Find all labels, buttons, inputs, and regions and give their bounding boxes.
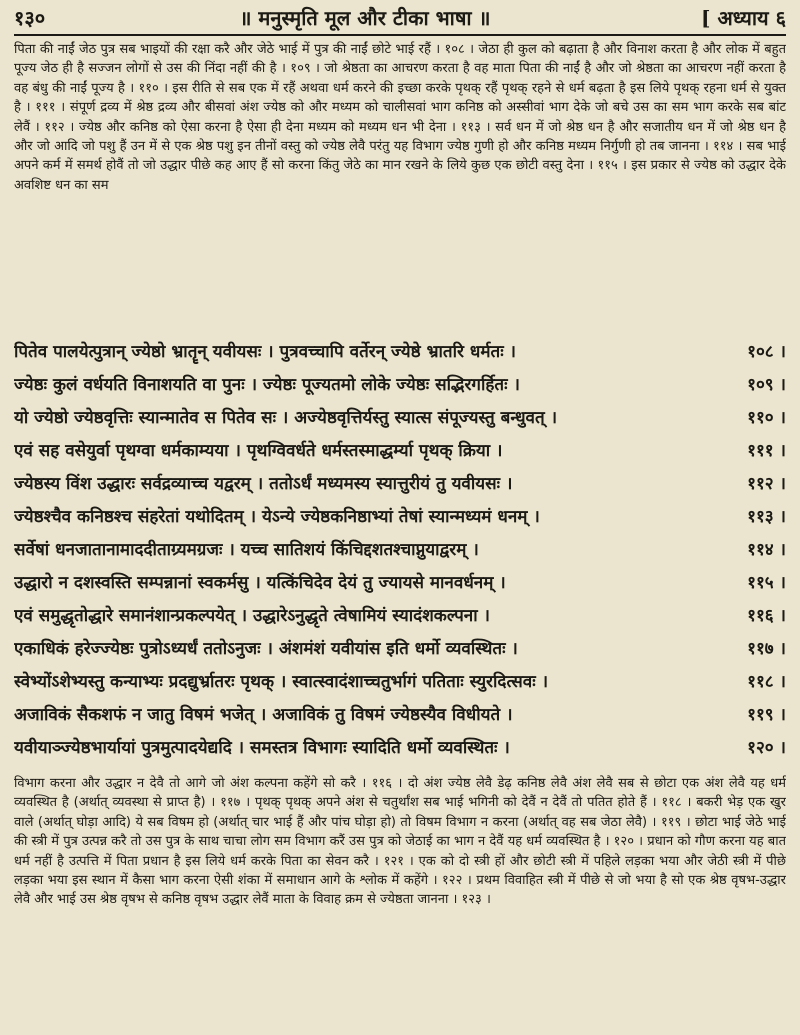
verse-line bbox=[14, 369, 786, 402]
verse-text: ज्येष्ठः कुलं वर्धयति विनाशयति वा पुनः । ज्येष्ठः पूज्यतमो लोके ज्येष्ठः सद्भिरगर्हितः । bbox=[14, 375, 520, 395]
verse-line bbox=[14, 435, 786, 468]
verse-text: उद्धारो न दशस्वस्ति सम्पन्नानां स्वकर्मसु । यत्किंचिदेव देयं तु ज्यायसे मानवर्धनम् । bbox=[14, 573, 506, 593]
verse-line bbox=[14, 336, 786, 369]
verse-number: ११८ । bbox=[747, 672, 786, 692]
verse-line bbox=[14, 666, 786, 699]
page-number: १३० bbox=[14, 6, 46, 30]
verse-number: १२० । bbox=[747, 738, 786, 758]
verse-text: यवीयाञ्ज्येष्ठभार्यायां पुत्रमुत्पादयेद्यदि । समस्तत्र विभागः स्यादिति धर्मो व्यवस्थितः । bbox=[14, 738, 510, 758]
verse-line bbox=[14, 501, 786, 534]
verse-number: ११४ । bbox=[747, 540, 786, 560]
verse-number: ११२ । bbox=[747, 474, 786, 494]
verse-text: ज्येष्ठस्य विंश उद्धारः सर्वद्रव्याच्च यद्वरम् । ततोऽर्धं मध्यमस्य स्यात्तुरीयं तु यवीयसः । bbox=[14, 474, 513, 494]
verse-number bbox=[737, 765, 786, 768]
verse-text: अजाविकं सैकशफं न जातु विषमं भजेत् । अजाविकं तु विषमं ज्येष्ठस्यैव विधीयते । bbox=[14, 705, 513, 725]
verse-text: ज्येष्ठश्चैव कनिष्ठश्च संहरेतां यथोदितम् । येऽन्ये ज्येष्ठकनिष्ठाभ्यां तेषां स्यान्मध्यमं धनम् । bbox=[14, 507, 540, 527]
verse-number: ११७ । bbox=[747, 639, 786, 659]
verse-number: ११३ । bbox=[747, 507, 786, 527]
verse-text: एवं सह वसेयुर्वा पृथग्वा धर्मकाम्यया । पृथग्विवर्धते धर्मस्तस्माद्धर्म्या पृथक् क्रिया । bbox=[14, 441, 503, 461]
verse-text: यो ज्येष्ठो ज्येष्ठवृत्तिः स्यान्मातेव स पितेव सः । अज्येष्ठवृत्तिर्यस्तु स्यात्स संपूज्यस्तु बन्धुवत् । bbox=[14, 408, 558, 428]
verse-number: १०९ । bbox=[747, 375, 786, 395]
verse-line bbox=[14, 468, 786, 501]
verse-number: ११५ । bbox=[747, 573, 786, 593]
verse-line bbox=[14, 633, 786, 666]
verse-line bbox=[14, 402, 786, 435]
verse-number: ११९ । bbox=[747, 705, 786, 725]
verse-text: स्वेभ्योंऽशेभ्यस्तु कन्याभ्यः प्रदद्युर्भ्रातरः पृथक् । स्वात्स्वादंशाच्चतुर्भागं पतिताः स्युरदित्सवः । bbox=[14, 672, 549, 692]
verse-number: ११० । bbox=[747, 408, 786, 428]
verse-text: सर्वेषां धनजातानामाददीताग्र्यमग्रजः । यच्च सातिशयं किंचिद्दशतश्चाप्नुयाद्वरम् । bbox=[14, 540, 479, 560]
running-title: ॥ मनुस्मृति मूल और टीका भाषा ॥ bbox=[239, 6, 491, 30]
verse-line bbox=[14, 534, 786, 567]
verse-line bbox=[14, 732, 786, 765]
verse-line bbox=[14, 567, 786, 600]
verse-line bbox=[14, 699, 786, 732]
verse-text: पितेव पालयेत्पुत्रान् ज्येष्ठो भ्रातॄन् यवीयसः । पुत्रवच्चापि वर्तेरन् ज्येष्ठे भ्रातरि धर्मतः । bbox=[14, 342, 517, 362]
verse-block bbox=[14, 336, 786, 768]
verse-number: १०८ । bbox=[747, 342, 786, 362]
verse-text bbox=[14, 765, 488, 768]
verse-line bbox=[14, 600, 786, 633]
commentary-top: पिता की नाईं जेठ पुत्र सब भाइयों की रक्षा करै और जेठे भाई में पुत्र की नाईं छोटे भाई रहैं । १०८ । जेठा ही कुल को बढ़ाता है और विनाश करता है और लोक में बहुत पूज्य जेठ ही है सज्जन लोगों से उस की निंदा नहीं की है । १०९ । जो श्रेष्ठता का आचरण करता है वह माता पिता की नाईं है और जो श्रेष्ठता का आचरण नहीं करता है वह बंधु की नाईं पूज्य है । ११० । इस रीति से सब एक में रहैं अथवा धर्म करने की इच्छा करके पृथक् रहैं पृथक् रहने से धर्म बढ़ता है इस लिये पृथक् रहना धर्म से युक्त है । १११ । संपूर्ण द्रव्य में श्रेष्ठ द्रव्य और बीसवां अंश ज्येष्ठ को और मध्यम को चालीसवां भाग कनिष्ठ को अस्सीवां भाग देके जो बचे उस का सम भाग करके सब बांट लेवैं । ११२ । ज्येष्ठ और कनिष्ठ को ऐसा करना है ऐसा ही देना मध्यम को मध्यम धन भी देना । ११३ । सर्व धन में जो श्रेष्ठ धन है और सजातीय धन में जो श्रेष्ठ धन है और जो आदि जो पशु हैं उन में से एक श्रेष्ठ पशु इन तीनों वस्तु को ज्येष्ठ लेवै परंतु यह विभाग ज्येष्ठ गुणी हो और कनिष्ठ मध्यम निर्गुणी हो तब जानना । ११४ । सब भाई अपने कर्म में समर्थ होवैं तो जो उद्धार पीछे कह आए हैं सो करना किंतु जेठे का मान रखने के लिये कुछ एक छोटी वस्तु देना । ११५ । इस प्रकार से ज्येष्ठ को उद्धार देके अवशिष्ट धन का सम bbox=[14, 42, 786, 193]
page-header bbox=[14, 4, 786, 36]
book-page bbox=[14, 4, 786, 1030]
verse-text: एकाधिकं हरेज्ज्येष्ठः पुत्रोऽध्यर्धं ततोऽनुजः । अंशमंशं यवीयांस इति धर्मो व्यवस्थितः । bbox=[14, 639, 518, 659]
verse-number: ११६ । bbox=[747, 606, 786, 626]
verse-number: १११ । bbox=[747, 441, 786, 461]
verse-line bbox=[14, 765, 786, 768]
chapter-label: [ अध्याय ६ bbox=[701, 6, 786, 30]
commentary-bottom: विभाग करना और उद्धार न देवै तो आगे जो अंश कल्पना कहेंगे सो करै । ११६ । दो अंश ज्येष्ठ लेवै डेढ़ कनिष्ठ लेवै अंश लेवै सब से छोटा एक अंश लेवै यह धर्म व्यवस्थित है (अर्थात् व्यवस्था से प्राप्त है) । ११७ । पृथक् पृथक् अपने अंश से चतुर्थांश सब भाई भगिनी को देवैं न देवैं तो पतित होते हैं । ११८ । बकरी भेड़ एक खुर वाले (अर्थात् घोड़ा आदि) ये सब विषम हो (अर्थात् चार भाई हैं और पांच घोड़ा हो) तो विषम विभाग न करना (अर्थात् वह सब जेठा लेवै) । ११९ । छोटा भाई जेठे भाई की स्त्री में पुत्र उत्पन्न करै तो उस पुत्र के साथ चाचा लोग सम विभाग करैं उस पुत्र को जेठाई का भाग न देवैं यह धर्म व्यवस्थित है । १२० । प्रधान को गौण करना यह बात धर्म नहीं है उत्पत्ति में पिता प्रधान है इस लिये धर्म करके पिता का सेवन करै । १२१ । एक को दो स्त्री हों और छोटी स्त्री में पहिले लड़का भया और जेठी स्त्री में पीछे लड़का भया इस स्थान में कैसा भाग करना ऐसी शंका में समाधान आगे के श्लोक में कहेंगे । १२२ । प्रथम विवाहित स्त्री में पीछे से जो भया है सो एक श्रेष्ठ वृषभ-उद्धार लेवै और भाई उस श्रेष्ठ वृषभ से कनिष्ठ वृषभ उद्धार लेवैं माता के विवाह क्रम से ज्येष्ठता जानना । १२३ । bbox=[14, 776, 786, 908]
verse-text: एवं समुद्धृतोद्धारे समानंशान्प्रकल्पयेत् । उद्धारेऽनुद्धृते त्वेषामियं स्यादंशकल्पना । bbox=[14, 606, 490, 626]
